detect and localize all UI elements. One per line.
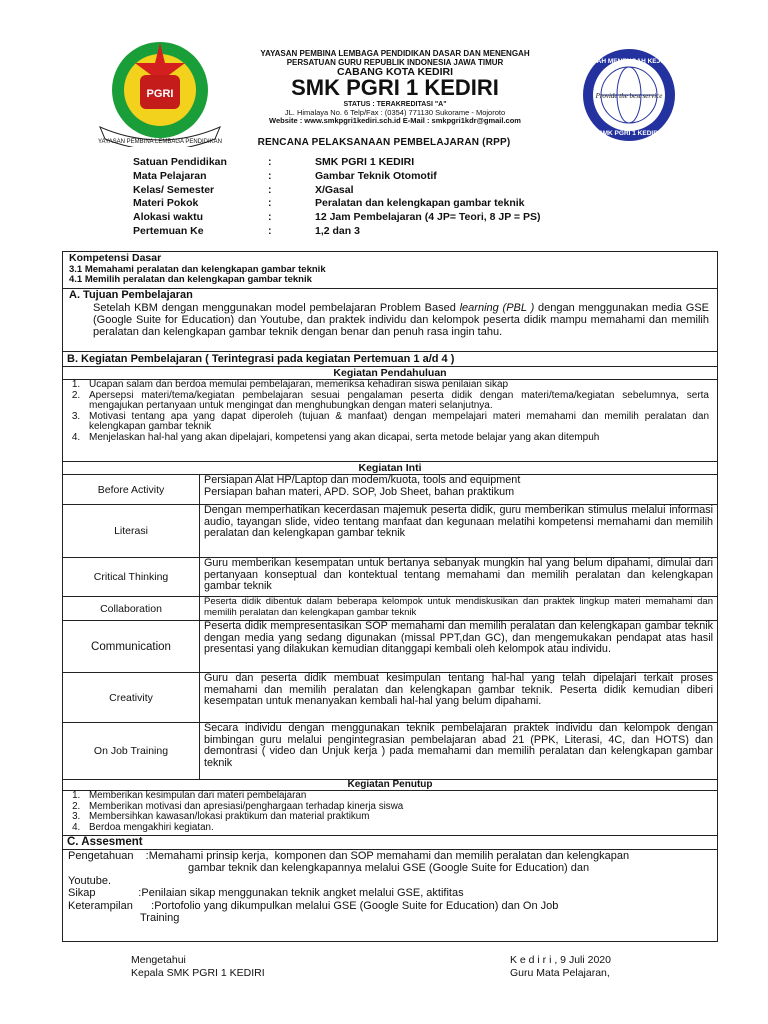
pgri-logo xyxy=(95,35,225,147)
activity-text: Dengan memperhatikan kecerdasan majemuk peserta didik, guru memberikan stimulus melalui informasi audio, tayangan slide, video tentang manfaat dan kegunaan melatihi kompetensi memahami dan memilih peralatan dan kelengkapan gambar teknik xyxy=(204,504,713,539)
assesment-skill: Keterampilan :Portofolio yang dikumpulkan melalui GSE (Google Suite for Education) dan On Job xyxy=(68,899,559,912)
pgri-logo-text: PGRI xyxy=(146,88,174,100)
pendahuluan-list xyxy=(63,379,717,461)
table-row xyxy=(63,620,717,672)
info-value: X/Gasal xyxy=(315,183,354,196)
info-value: Gambar Teknik Otomotif xyxy=(315,169,437,182)
kompetensi-section xyxy=(63,253,717,285)
smk-logo-bottom: SMK PGRI 1 KEDIRI xyxy=(598,130,660,137)
document-title: RENCANA PELAKSANAAN PEMBELAJARAN (RPP) xyxy=(257,137,511,148)
list-item: 1. Memberikan kesimpulan dari materi pembelajaran xyxy=(83,791,717,802)
penutup-title: Kegiatan Penutup xyxy=(63,779,717,790)
list-item: 2. Apersepsi materi/tema/kegiatan pembelajaran sesuai pengalaman peserta didik dengan materi/tema/kegiatan sebelumnya, serta mengajukan pertanyaan untuk mengingat dan menghubungkan dengan materi selanjutnya. xyxy=(83,391,709,412)
kompetensi-heading: Kompetensi Dasar xyxy=(69,252,162,264)
info-value: 1,2 dan 3 xyxy=(315,224,360,237)
branch-name: CABANG KOTA KEDIRI xyxy=(336,66,454,78)
assesment-knowledge-end: Youtube. xyxy=(68,874,112,887)
info-key: Materi Pokok xyxy=(133,197,199,210)
assesment-knowledge-cont: gambar teknik dan kelengkapannya melalui GSE (Google Suite for Education) dan xyxy=(188,862,590,875)
info-value: SMK PGRI 1 KEDIRI xyxy=(315,156,415,168)
info-value: 12 Jam Pembelajaran (4 JP= Teori, 8 JP = PS) xyxy=(315,211,541,224)
table-row xyxy=(63,722,717,779)
table-row xyxy=(63,596,717,620)
tujuan-text: Setelah KBM dengan menggunakan model pembelajaran Problem Based learning (PBL ) dengan menggunakan media GSE (Google Suite for Education) dan Youtube, dan praktek individu dan kelompok peserta didik mampu memahami dan memilih peralatan dan kelengkapan gambar teknik dengan benar dan penuh rasa ingin tahu. xyxy=(93,302,710,338)
list-item: 4. Menjelaskan hal-hal yang akan dipelajari, kompetensi yang akan dicapai, serta metode belajar yang akan ditempuh xyxy=(83,433,709,444)
info-key: Satuan Pendidikan xyxy=(133,156,227,168)
tujuan-heading: A. Tujuan Pembelajaran xyxy=(69,289,193,301)
pendahuluan-title: Kegiatan Pendahuluan xyxy=(63,366,717,379)
activity-text: Peserta didik dibentuk dalam beberapa kelompok untuk mendiskusikan dan praktek lingkup materi memahami dan memilih peralatan dan kelengkapan gambar teknik xyxy=(204,596,713,618)
kompetensi-4-1: 4.1 Memilih peralatan dan kelengkapan gambar teknik xyxy=(69,274,312,285)
smk-logo-center: Provide the best service xyxy=(595,92,663,100)
activity-text: Guru memberikan kesempatan untuk bertanya sebanyak mungkin hal yang belum dipahami, dimulai dari pertanyaan konseptual dan kontektual tentang memahami dan memilih peralatan dan kelengkapan gambar teknik xyxy=(204,557,713,592)
penutup-list xyxy=(63,790,717,835)
smk-logo-top: SEKOLAH MENENGAH KEJURUAN xyxy=(574,58,684,65)
table-row xyxy=(63,557,717,596)
activity-label: Collaboration xyxy=(63,597,200,620)
foundation-name: YAYASAN PEMBINA LEMBAGA PENDIDIKAN DASAR DAN MENENGAH xyxy=(260,49,530,58)
list-item: 4. Berdoa mengakhiri kegiatan. xyxy=(83,823,717,834)
list-item: 3. Membersihkan kawasan/lokasi praktikum dan material praktikum xyxy=(83,812,717,823)
assesment-body xyxy=(63,849,717,941)
assesment-attitude: Sikap :Penilaian sikap menggunakan teknik angket melalui GSE, aktifitas xyxy=(68,887,464,900)
table-row xyxy=(63,504,717,557)
info-key: Kelas/ Semester xyxy=(133,183,215,196)
activity-label: Communication xyxy=(63,621,200,672)
table-row xyxy=(63,474,717,504)
info-key: Pertemuan Ke xyxy=(133,224,204,237)
place-date: K e d i r i , 9 Juli 2020 xyxy=(510,954,611,966)
kegiatan-heading: B. Kegiatan Pembelajaran ( Terintegrasi pada kegiatan Pertemuan 1 a/d 4 ) xyxy=(63,351,717,366)
kompetensi-3-1: 3.1 Memahami peralatan dan kelengkapan gambar teknik xyxy=(69,264,326,275)
inti-grid xyxy=(63,474,717,779)
approval-label: Mengetahui xyxy=(131,954,186,966)
table-row xyxy=(63,672,717,722)
smk-logo xyxy=(570,47,688,143)
association-name: PERSATUAN GURU REPUBLIK INDONESIA JAWA TIMUR xyxy=(286,58,504,67)
teacher-title: Guru Mata Pelajaran, xyxy=(510,967,610,979)
list-item: 2. Memberikan motivasi dan apresiasi/penghargaan terhadap kinerja siswa xyxy=(83,802,717,813)
info-key: Mata Pelajaran xyxy=(133,169,207,182)
principal-title: Kepala SMK PGRI 1 KEDIRI xyxy=(131,967,265,979)
school-contact: Website : www.smkpgri1kediri.sch.id E-Mail : smkpgri1kdr@gmail.com xyxy=(269,116,521,125)
inti-title: Kegiatan Inti xyxy=(63,461,717,474)
activity-text: Persiapan Alat HP/Laptop dan modem/kuota, tools and equipment Persiapan bahan materi, APD. SOP, Job Sheet, bahan praktikum xyxy=(204,474,521,498)
tujuan-section xyxy=(63,288,717,351)
activity-label: Before Activity xyxy=(63,475,200,504)
activity-label: Creativity xyxy=(63,673,200,722)
activity-label: On Job Training xyxy=(63,723,200,779)
school-name: SMK PGRI 1 KEDIRI xyxy=(291,75,499,100)
assesment-knowledge: Pengetahuan :Memahami prinsip kerja, komponen dan SOP memahami dan memilih peralatan dan kelengkapan xyxy=(68,850,630,862)
pgri-logo-ribbon: YAYASAN PEMBINA LEMBAGA PENDIDIKAN xyxy=(97,139,223,145)
assesment-heading: C. Assesment xyxy=(63,835,717,849)
activity-text: Guru dan peserta didik membuat kesimpulan tentang hal-hal yang telah dipelajari terkait proses memahami dan memilih peralatan dan kelengkapan gambar teknik. Peserta didik kemudian diberi kesempatan untuk menanyakan kembali hal-hal yang belum dipahami. xyxy=(204,672,713,707)
info-key: Alokasi waktu xyxy=(133,211,204,224)
info-value: Peralatan dan kelengkapan gambar teknik xyxy=(315,197,525,210)
accreditation-status: STATUS : TERAKREDITASI "A" xyxy=(343,101,447,108)
list-item: 1. Ucapan salam dan berdoa memulai pembelajaran, memeriksa kehadiran siswa penilaian sikap xyxy=(83,380,709,391)
assesment-skill-end: Training xyxy=(140,912,180,925)
list-item: 3. Motivasi tentang apa yang dapat diperoleh (tujuan & manfaat) dengan mempelajari materi memahami dan memilih peralatan dan kelengkapan gambar teknik xyxy=(83,412,709,433)
activity-text: Peserta didik mempresentasikan SOP memahami dan memilih peralatan dan kelengkapan gambar teknik dengan media yang sedang digunakan (missal PPT,dan GC), dan mengemukakan pendapat atas hasil presentasi yang dilakukan kemudian ditanggapi kembali oleh kelompok atau individu. xyxy=(204,620,713,655)
activity-label: Critical Thinking xyxy=(63,558,200,596)
school-address: JL. Himalaya No. 6 Telp/Fax : (0354) 771130 Sukorame - Mojoroto xyxy=(284,108,506,117)
activity-text: Secara individu dengan menggunakan teknik pembelajaran praktek individu dan kelompok dengan bimbingan guru melalui pengintegrasian pembelajaran abad 21 (PPK, Literasi, 4C, dan HOTS) dan demontrasi ( video dan Unjuk kerja ) pada memahami dan memilih peralatan dan kelengkapan gambar teknik xyxy=(204,722,713,769)
activity-label: Literasi xyxy=(63,505,200,557)
